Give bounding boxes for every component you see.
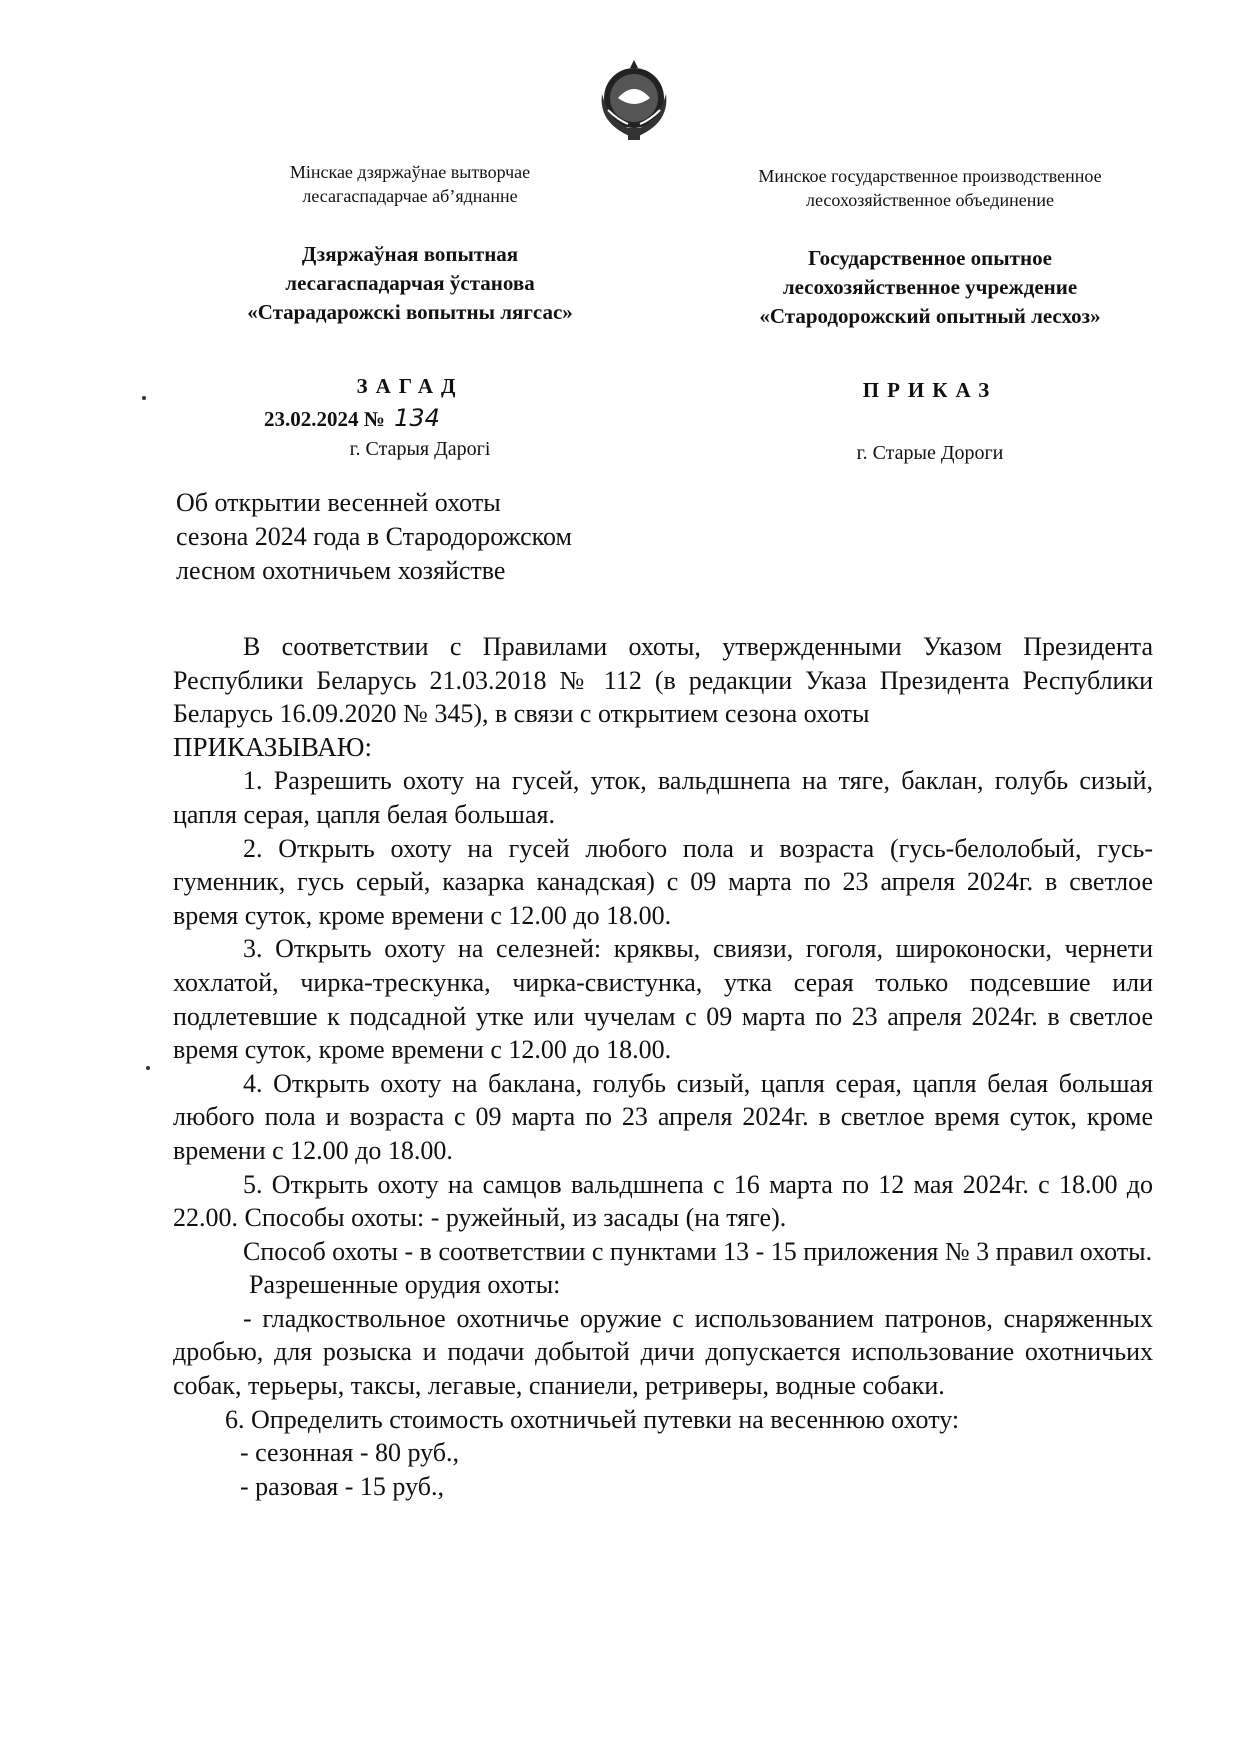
ministry-right-line-1: Минское государственное производственное xyxy=(758,166,1102,186)
price-single: - разовая - 15 руб., xyxy=(240,1471,444,1501)
clause-3: 3. Открыть охоту на селезней: кряквы, свиязи, гоголя, широконоски, чернети хохлатой, чирка-трескунка, чирка-свистунка, утка серая только подсевшие или подлетевшие к подсадной утке или чучелам с 09 марта по 23 апреля 2024г. в светлое время суток, кроме времени с 12.00 до 18.00. xyxy=(173,934,1153,1065)
price-season: - сезонная - 80 руб., xyxy=(240,1438,460,1468)
ministry-left-line-1: Мінскае дзяржаўнае вытворчае xyxy=(289,162,531,182)
scan-speck xyxy=(142,396,146,400)
clause-5: 5. Открыть охоту на самцов вальдшнепа с 16 марта по 12 мая 2024г. с 18.00 до 22.00. Способы охоты: - ружейный, из засады (на тяге). xyxy=(173,1169,1153,1233)
order-body xyxy=(173,630,1153,1503)
order-word: ПРИКАЗЫВАЮ: xyxy=(173,731,372,762)
clause-2: 2. Открыть охоту на гусей любого пола и возраста (гусь-белолобый, гусь-гуменник, гусь серый, казарка канадская) с 09 марта по 23 апреля 2024г. в светлое время суток, кроме времени с 12.00 до 18.00. xyxy=(173,833,1153,930)
header-left xyxy=(200,160,620,327)
city-left-block xyxy=(250,438,590,461)
institution-right-line-2: лесохозяйственное учреждение xyxy=(782,275,1078,299)
document-number-handwritten: 134 xyxy=(394,404,440,432)
scan-speck xyxy=(146,1066,150,1070)
doctype-right-block xyxy=(700,378,1160,403)
ministry-right-line-2: лесохозяйственное объединение xyxy=(806,190,1054,210)
clause-4: 4. Открыть охоту на баклана, голубь сизый, цапля серая, цапля белая большая любого пола и возраста с 09 марта по 23 апреля 2024г. в светлое время суток, кроме времени с 12.00 до 18.00. xyxy=(173,1068,1153,1165)
institution-right-line-1: Государственное опытное xyxy=(808,246,1052,270)
doctype-left-block xyxy=(200,374,620,399)
institution-right-line-3: «Стародорожский опытный лесхоз» xyxy=(759,304,1101,328)
city-left: г. Старыя Дарогі xyxy=(349,438,491,460)
order-subject xyxy=(176,486,696,588)
hunting-method: Способ охоты - в соответствии с пунктами 13 - 15 приложения № 3 правил охоты. xyxy=(243,1236,1153,1266)
document-date: 23.02.2024 № xyxy=(264,407,385,431)
doctype-left: ЗАГАД xyxy=(356,374,464,398)
city-right: г. Старые Дороги xyxy=(856,442,1004,464)
clause-6: 6. Определить стоимость охотничьей путевки на весеннюю охоту: xyxy=(225,1404,960,1434)
city-right-block xyxy=(700,442,1160,465)
belarus-coat-of-arms-icon xyxy=(588,54,680,146)
allowed-tools-title: Разрешенные орудия охоты: xyxy=(249,1270,561,1300)
institution-left-line-1: Дзяржаўная вопытная xyxy=(301,242,519,266)
institution-left-line-3: «Старадарожскі вопытны лягсас» xyxy=(247,300,573,324)
doctype-right: ПРИКАЗ xyxy=(862,378,998,402)
allowed-tools: - гладкоствольное охотничье оружие с использованием патронов, снаряженных дробью, для розыска и подачи добытой дичи допускается использование охотничьих собак, терьеры, таксы, легавые, спаниели, ретриверы, водные собаки. xyxy=(173,1303,1153,1401)
institution-left-line-2: лесагаспадарчая ўстанова xyxy=(285,271,535,295)
subject-line-1: Об открытии весенней охоты xyxy=(176,488,501,517)
header-right xyxy=(700,164,1160,331)
preamble: В соответствии с Правилами охоты, утвержденными Указом Президента Республики Беларусь 21.03.2018 № 112 (в редакции Указа Президента Республики Беларусь 16.09.2020 № 345), в связи с открытием сезона охоты xyxy=(173,632,1153,729)
clause-1: 1. Разрешить охоту на гусей, уток, вальдшнепа на тяге, баклан, голубь сизый, цапля серая, цапля белая большая. xyxy=(173,766,1153,829)
ministry-left-line-2: лесагаспадарчае аб’яднанне xyxy=(302,186,518,206)
document-date-number xyxy=(264,404,440,432)
subject-line-2: сезона 2024 года в Стародорожском xyxy=(176,522,572,551)
subject-line-3: лесном охотничьем хозяйстве xyxy=(176,556,506,585)
